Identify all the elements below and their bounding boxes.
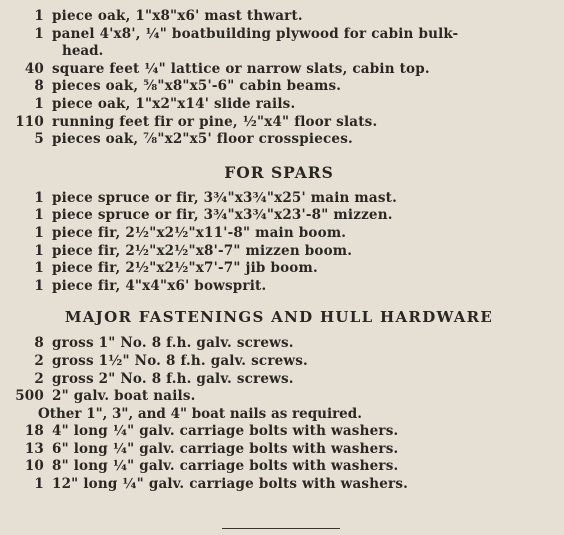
fastenings-note: Other 1", 3", and 4" boat nails as required. (38, 405, 362, 422)
list-item (4, 423, 554, 441)
item-description: piece fir, 4"x4"x6' bowsprit. (52, 277, 267, 294)
item-description: 12" long ¼" galv. carriage bolts with washers. (52, 476, 409, 493)
list-item (4, 78, 554, 96)
item-description: gross 1" No. 8 f.h. galv. screws. (52, 335, 294, 352)
cabin-materials-list (4, 8, 554, 149)
item-description: panel 4'x8', ¼" boatbuilding plywood for cabin bulk- (52, 25, 459, 42)
item-quantity: 1 (34, 476, 44, 493)
item-quantity: 2 (34, 370, 44, 387)
spars-list (4, 190, 554, 296)
item-quantity: 1 (34, 207, 44, 224)
item-quantity: 1 (34, 189, 44, 206)
list-item (4, 388, 554, 406)
list-item (4, 114, 554, 132)
item-description: piece oak, 1"x2"x14' slide rails. (52, 95, 296, 112)
item-description: gross 1½" No. 8 f.h. galv. screws. (52, 352, 308, 369)
item-quantity: 500 (15, 388, 44, 405)
list-item (4, 371, 554, 389)
item-description: piece fir, 2½"x2½"x7'-7" jib boom. (52, 260, 318, 277)
fastenings-heading: MAJOR FASTENINGS AND HULL HARDWARE (64, 308, 494, 327)
list-item (4, 353, 554, 371)
list-item (4, 190, 554, 208)
item-description: 8" long ¼" galv. carriage bolts with washers. (52, 458, 399, 475)
item-quantity: 1 (34, 260, 44, 277)
item-quantity: 40 (24, 60, 44, 77)
item-quantity: 110 (15, 113, 44, 130)
item-quantity: 1 (34, 25, 44, 42)
item-quantity: 8 (34, 335, 44, 352)
list-item (4, 131, 554, 149)
item-quantity: 1 (34, 8, 44, 24)
item-description: piece spruce or fir, 3¾"x3¾"x25' main mast. (52, 189, 397, 206)
item-description: pieces oak, ⅝"x8"x5'-6" cabin beams. (52, 78, 342, 95)
list-item (4, 260, 554, 278)
list-item (4, 243, 554, 261)
item-quantity: 8 (34, 78, 44, 95)
fastenings-list (4, 335, 554, 493)
item-description: running feet fir or pine, ½"x4" floor slats. (52, 113, 378, 130)
item-description: piece fir, 2½"x2½"x8'-7" mizzen boom. (52, 242, 353, 259)
item-quantity: 1 (34, 224, 44, 241)
item-quantity: 13 (24, 440, 44, 457)
item-description: gross 2" No. 8 f.h. galv. screws. (52, 370, 294, 387)
item-description: piece spruce or fir, 3¾"x3¾"x23'-8" mizzen. (52, 207, 393, 224)
list-item (4, 476, 554, 494)
list-item (4, 96, 554, 114)
item-description-continued: head. (62, 43, 104, 60)
item-description: 2" galv. boat nails. (52, 388, 196, 405)
item-quantity: 5 (34, 131, 44, 148)
list-item (4, 335, 554, 353)
section-divider (222, 528, 340, 529)
item-description: piece fir, 2½"x2½"x11'-8" main boom. (52, 224, 347, 241)
item-quantity: 1 (34, 277, 44, 294)
list-item (4, 26, 554, 61)
list-item (4, 8, 554, 26)
list-item (4, 441, 554, 459)
list-item (4, 458, 554, 476)
item-description: pieces oak, ⅞"x2"x5' floor crosspieces. (52, 131, 353, 148)
item-description: 6" long ¼" galv. carriage bolts with washers. (52, 440, 399, 457)
item-description: 4" long ¼" galv. carriage bolts with washers. (52, 423, 399, 440)
item-quantity: 1 (34, 95, 44, 112)
list-item (4, 61, 554, 79)
item-description: piece oak, 1"x8"x6' mast thwart. (52, 8, 303, 24)
list-item (4, 278, 554, 296)
list-item (4, 225, 554, 243)
item-quantity: 18 (24, 423, 44, 440)
item-quantity: 1 (34, 242, 44, 259)
spars-heading: FOR SPARS (224, 162, 334, 182)
item-quantity: 2 (34, 352, 44, 369)
item-description: square feet ¼" lattice or narrow slats, cabin top. (52, 60, 430, 77)
list-item (4, 207, 554, 225)
item-quantity: 10 (24, 458, 44, 475)
